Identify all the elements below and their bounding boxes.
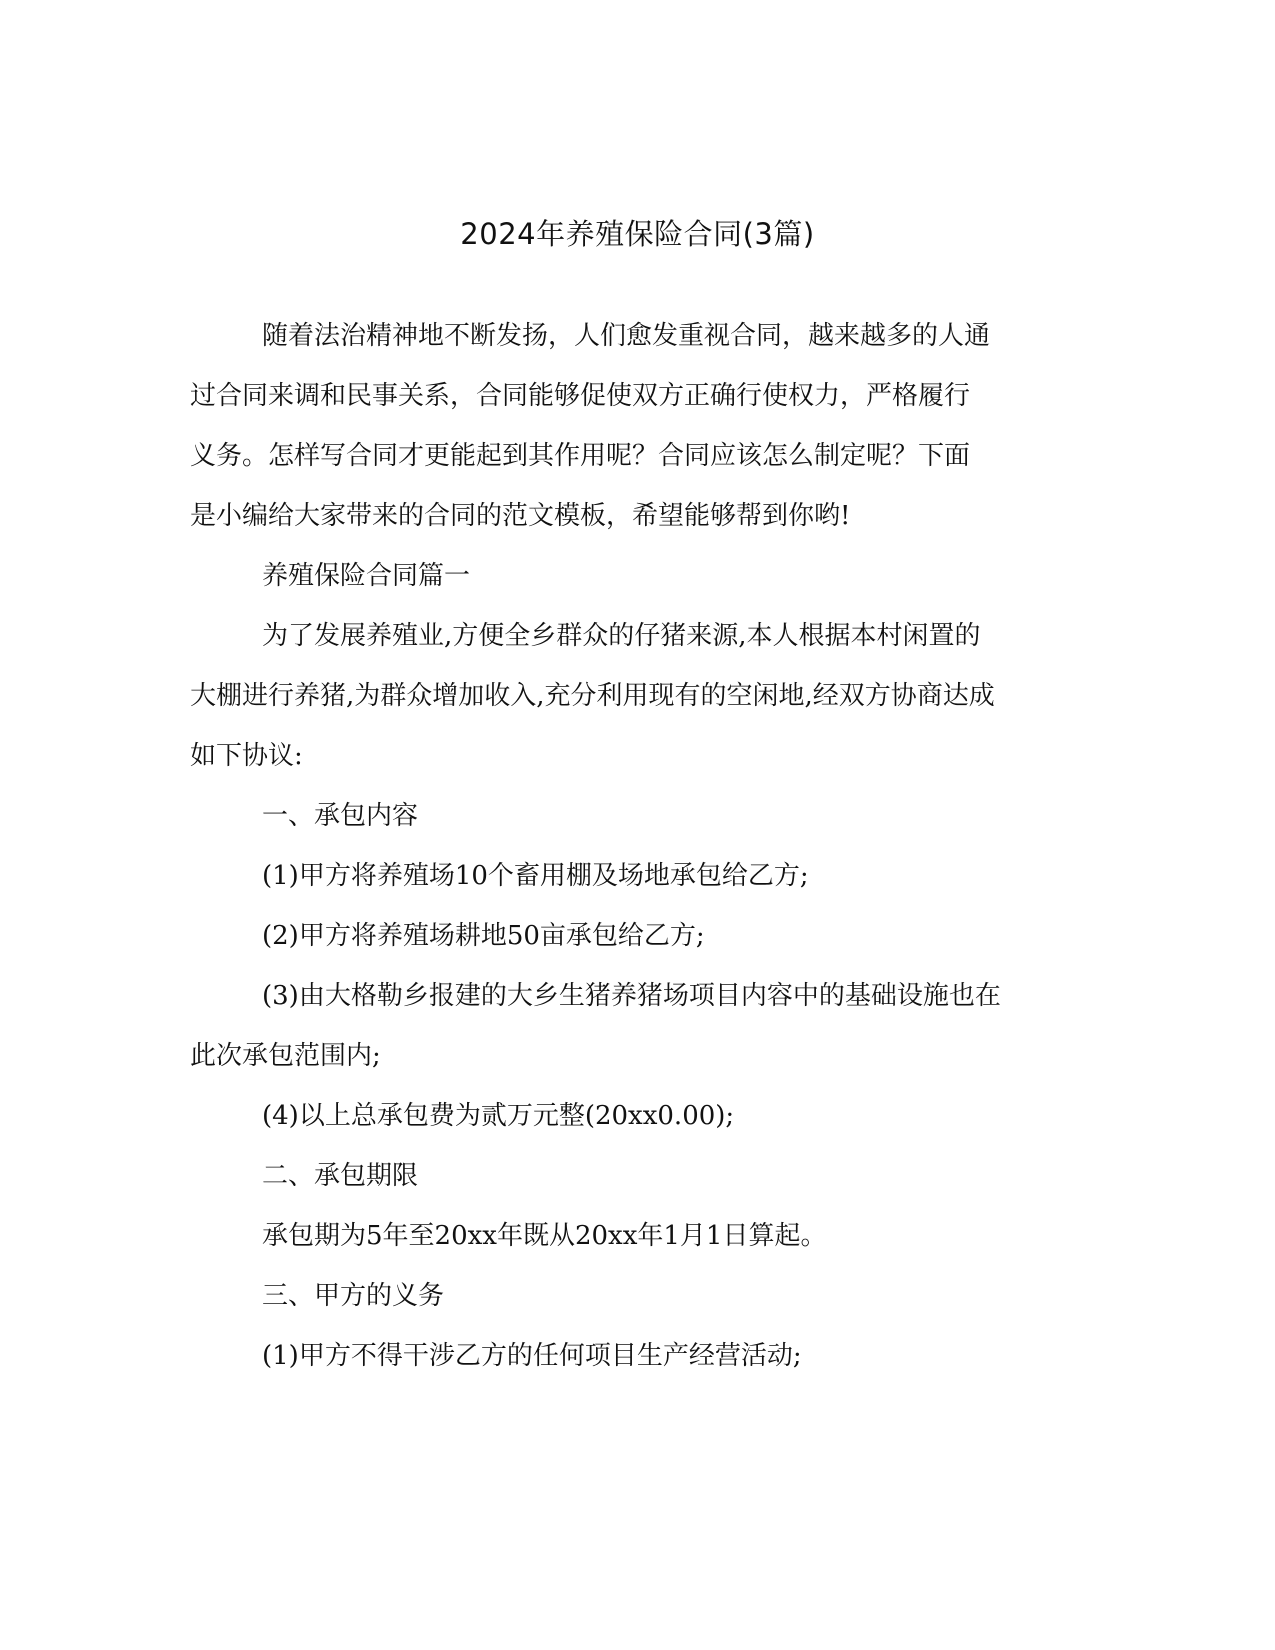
clause-heading: 二、承包期限	[262, 1161, 419, 1191]
body-text-line: 是小编给大家带来的合同的范文模板，希望能够帮到你哟!	[190, 501, 851, 531]
clause-heading: 三、甲方的义务	[262, 1281, 445, 1311]
clause-item: (1)甲方将养殖场10个畜用棚及场地承包给乙方;	[262, 861, 809, 891]
body-text-line: 随着法治精神地不断发扬，人们愈发重视合同，越来越多的人通	[262, 321, 991, 351]
clause-item: (3)由大格勒乡报建的大乡生猪养猪场项目内容中的基础设施也在	[262, 981, 1001, 1011]
body-text-line: 为了发展养殖业,方便全乡群众的仔猪来源,本人根据本村闲置的	[262, 621, 981, 651]
clause-item: 此次承包范围内;	[190, 1041, 381, 1071]
clause-item: (2)甲方将养殖场耕地50亩承包给乙方;	[262, 921, 705, 951]
body-text-line: 义务。怎样写合同才更能起到其作用呢？合同应该怎么制定呢？下面	[190, 441, 971, 471]
body-text-line: 如下协议:	[190, 741, 303, 771]
section-heading: 养殖保险合同篇一	[262, 561, 471, 591]
document-title: 2024年养殖保险合同(3篇)	[460, 217, 815, 251]
clause-item: (4)以上总承包费为贰万元整(20xx0.00);	[262, 1101, 735, 1131]
clause-item: (1)甲方不得干涉乙方的任何项目生产经营活动;	[262, 1341, 802, 1371]
body-text-line: 大棚进行养猪,为群众增加收入,充分利用现有的空闲地,经双方协商达成	[190, 681, 995, 711]
clause-item: 承包期为5年至20xx年既从20xx年1月1日算起。	[262, 1221, 827, 1251]
body-text-line: 过合同来调和民事关系，合同能够促使双方正确行使权力，严格履行	[190, 381, 971, 411]
clause-heading: 一、承包内容	[262, 801, 419, 831]
